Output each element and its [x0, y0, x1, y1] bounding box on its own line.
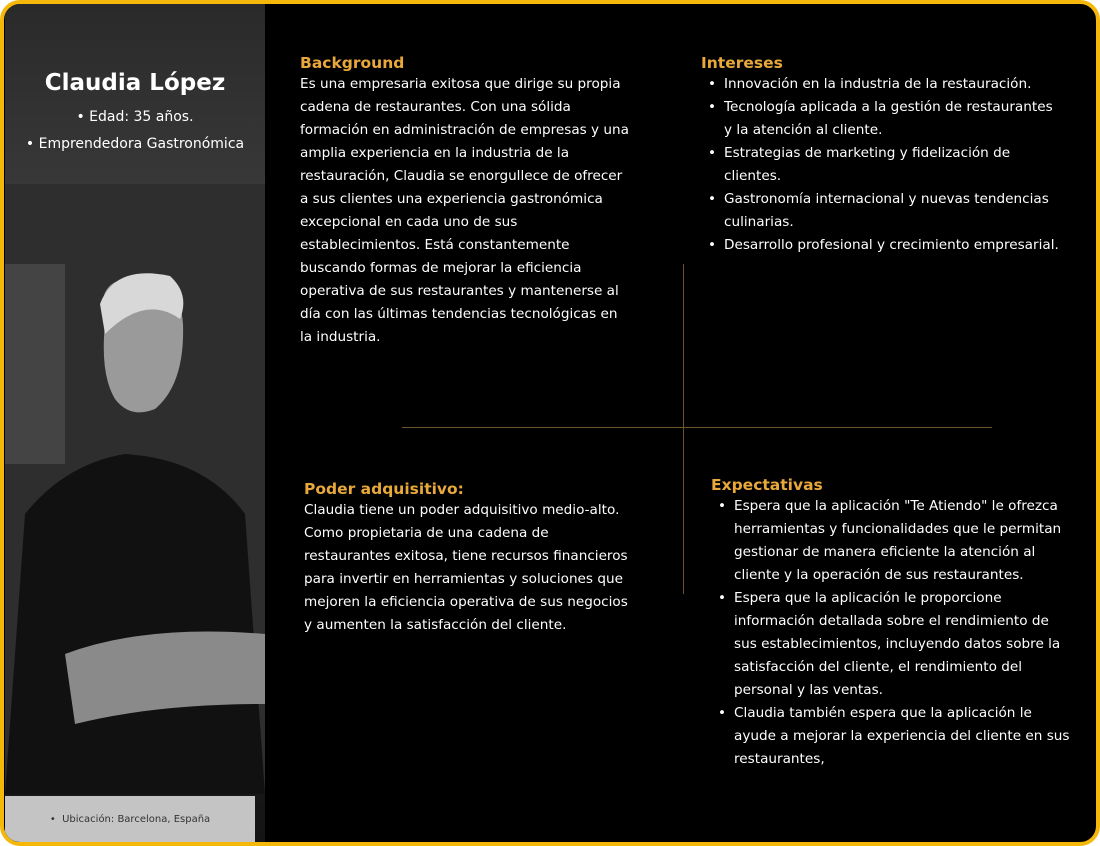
persona-details	[5, 104, 265, 158]
expectativas-section	[711, 475, 1071, 771]
expectativas-title: Expectativas	[711, 476, 823, 494]
persona-sidebar	[5, 4, 265, 842]
intereses-title: Intereses	[701, 54, 783, 72]
interes-item: • Innovación en la industria de la restauración.	[701, 73, 1061, 96]
interes-item: • Tecnología aplicada a la gestión de restaurantes y la atención al cliente.	[701, 96, 1061, 142]
expectativa-item: • Claudia también espera que la aplicación le ayude a mejorar la experiencia del cliente en sus restaurantes,	[711, 702, 1071, 771]
poder-text: Claudia tiene un poder adquisitivo medio-alto. Como propietaria de una cadena de restaurantes exitosa, tiene recursos financieros para invertir en herramientas y soluciones que mejoren la eficiencia operativa de sus negocios y aumenten la satisfacción del cliente.	[304, 502, 628, 633]
persona-location: • Ubicación: Barcelona, España	[5, 796, 255, 842]
persona-name: Claudia López	[44, 70, 226, 96]
background-title: Background	[300, 54, 405, 72]
poder-title: Poder adquisitivo:	[304, 480, 464, 498]
intereses-section	[701, 53, 1061, 257]
persona-occupation: • Emprendedora Gastronómica	[25, 136, 245, 152]
background-text: Es una empresaria exitosa que dirige su propia cadena de restaurantes. Con una sólida formación en administración de empresas y una amplia experiencia en la industria de la restauración, Claudia se enorgullece de ofrecer a sus clientes una experiencia gastronómica excepcional en cada uno de sus establecimientos. Está constantemente buscando formas de mejorar la eficiencia operativa de sus restaurantes y mantenerse al día con las últimas tendencias tecnológicas en la industria.	[300, 76, 629, 345]
divider-vertical	[683, 264, 684, 594]
expectativa-item: • Espera que la aplicación le proporcione información detallada sobre el rendimiento de sus establecimientos, incluyendo datos sobre la satisfacción del cliente, el rendimiento del personal y las ventas.	[711, 587, 1071, 702]
interes-item: • Estrategias de marketing y fidelización de clientes.	[701, 142, 1061, 188]
expectativa-item: • Espera que la aplicación "Te Atiendo" le ofrezca herramientas y funcionalidades que le permitan gestionar de manera eficiente la atención al cliente y la operación de sus restaurantes.	[711, 495, 1071, 587]
divider-horizontal	[402, 427, 992, 428]
poder-section	[304, 479, 629, 637]
interes-item: • Gastronomía internacional y nuevas tendencias culinarias.	[701, 188, 1061, 234]
interes-item: • Desarrollo profesional y crecimiento empresarial.	[701, 234, 1061, 257]
background-section	[300, 53, 630, 349]
persona-photo	[5, 184, 265, 794]
persona-age: • Edad: 35 años.	[76, 109, 194, 125]
